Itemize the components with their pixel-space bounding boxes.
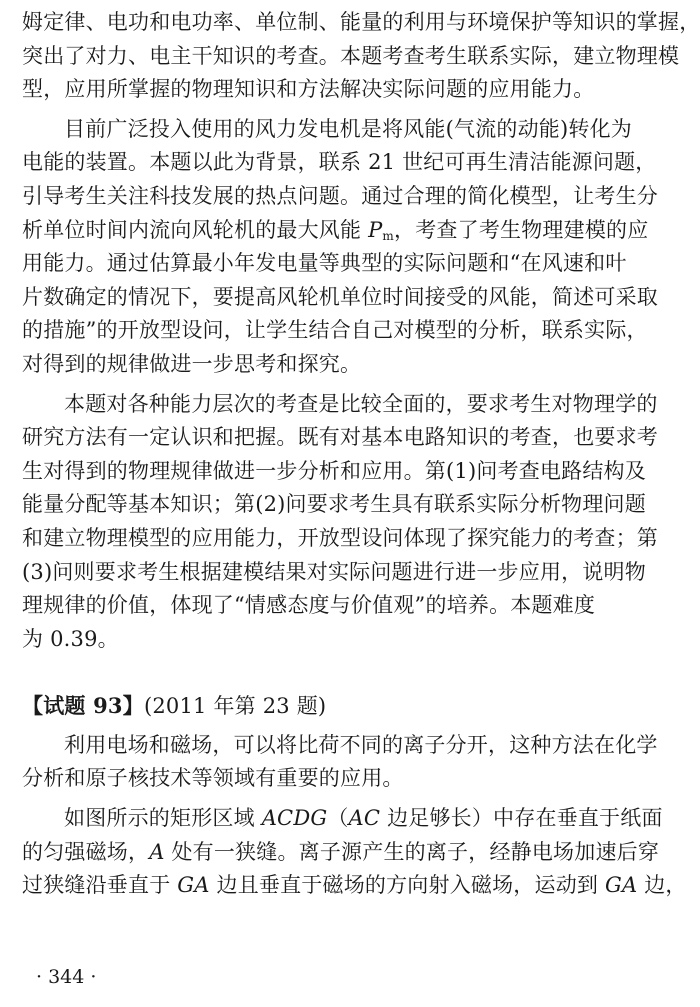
symbol-ga: GA — [177, 873, 210, 898]
text-line: 引导考生关注科技发展的热点问题。通过合理的简化模型，让考生分 — [22, 183, 658, 208]
text-line — [22, 869, 687, 903]
symbol-ga: GA — [604, 873, 638, 898]
text-segment: 边， — [637, 873, 687, 898]
question-heading-source: (2011 年第 23 题) — [143, 694, 327, 719]
paragraph-intro — [22, 6, 700, 107]
text-line: 研究方法有一定认识和把握。既有对基本电路知识的考查，也要求考 — [22, 425, 658, 450]
text-line: 本题对各种能力层次的考查是比较全面的，要求考生对物理学的 — [64, 391, 658, 416]
question-heading-label: 【试题 93】 — [22, 693, 144, 719]
text-segment: （ — [327, 806, 349, 831]
text-line: 利用电场和磁场，可以将比荷不同的离子分开，这种方法在化学 — [64, 732, 658, 757]
text-line: 突出了对力、电主干知识的考查。本题考查考生联系实际，建立物理模 — [22, 43, 680, 68]
text-line: 分析和原子核技术等领域有重要的应用。 — [22, 766, 404, 791]
text-segment: 边足够长）中存在垂直于纸面 — [380, 806, 663, 831]
text-line: 电能的装置。本题以此为背景，联系 21 世纪可再生清洁能源问题， — [22, 150, 657, 175]
text-line: 的措施”的开放型设问，让学生结合自己对模型的分析，联系实际， — [22, 318, 648, 343]
paragraph-ability-levels — [22, 388, 656, 657]
text-line: 目前广泛投入使用的风力发电机是将风能(气流的动能)转化为 — [64, 116, 632, 141]
symbol-ac: AC — [348, 806, 381, 831]
text-line: 姆定律、电功和电功率、单位制、能量的利用与环境保护等知识的掌握， — [22, 10, 700, 34]
page-number: · 344 · — [36, 966, 97, 988]
text-segment: 过狭缝沿垂直于 — [22, 873, 178, 898]
paragraph-question-setup — [22, 802, 687, 903]
text-line: (3)问则要求考生根据建模结果对实际问题进行进一步应用，说明物 — [22, 559, 646, 584]
symbol-p: P — [368, 217, 383, 242]
text-segment: 处有一狭缝。离子源产生的离子，经静电场加速后穿 — [164, 839, 660, 864]
text-segment: 析单位时间内流向风轮机的最大风能 — [22, 217, 369, 242]
symbol-subscript-m: m — [382, 228, 395, 243]
text-segment: 如图所示的矩形区域 — [64, 806, 262, 831]
text-segment: ，考查了考生物理建模的应 — [394, 217, 649, 242]
text-line: 用能力。通过估算最小年发电量等典型的实际问题和“在风速和叶 — [22, 251, 627, 276]
symbol-acdg: ACDG — [261, 806, 328, 831]
text-segment: 的匀强磁场， — [22, 839, 150, 864]
text-line — [22, 802, 663, 836]
paragraph-wind-power — [22, 113, 656, 382]
paragraph-question-intro — [22, 729, 656, 796]
text-line: 生对得到的物理规律做进一步分析和应用。第(1)问考查电路结构及 — [22, 458, 646, 483]
text-line: 对得到的规律做进一步思考和探究。 — [22, 351, 362, 376]
text-line: 型，应用所掌握的物理知识和方法解决实际问题的应用能力。 — [22, 77, 595, 102]
symbol-a: A — [149, 839, 165, 864]
text-line — [22, 836, 660, 870]
text-line: 和建立物理模型的应用能力，开放型设问体现了探究能力的考查；第 — [22, 525, 658, 550]
text-line: 片数确定的情况下，要提高风轮机单位时间接受的风能，简述可采取 — [22, 284, 658, 309]
text-segment: 边且垂直于磁场的方向射入磁场，运动到 — [209, 873, 605, 898]
page-body — [22, 6, 700, 903]
text-line: 为 0.39。 — [22, 626, 119, 651]
question-heading — [22, 689, 656, 723]
text-line — [22, 214, 656, 248]
text-line: 能量分配等基本知识；第(2)问要求考生具有联系实际分析物理问题 — [22, 492, 646, 517]
text-line: 理规律的价值，体现了“情感态度与价值观”的培养。本题难度 — [22, 593, 596, 618]
